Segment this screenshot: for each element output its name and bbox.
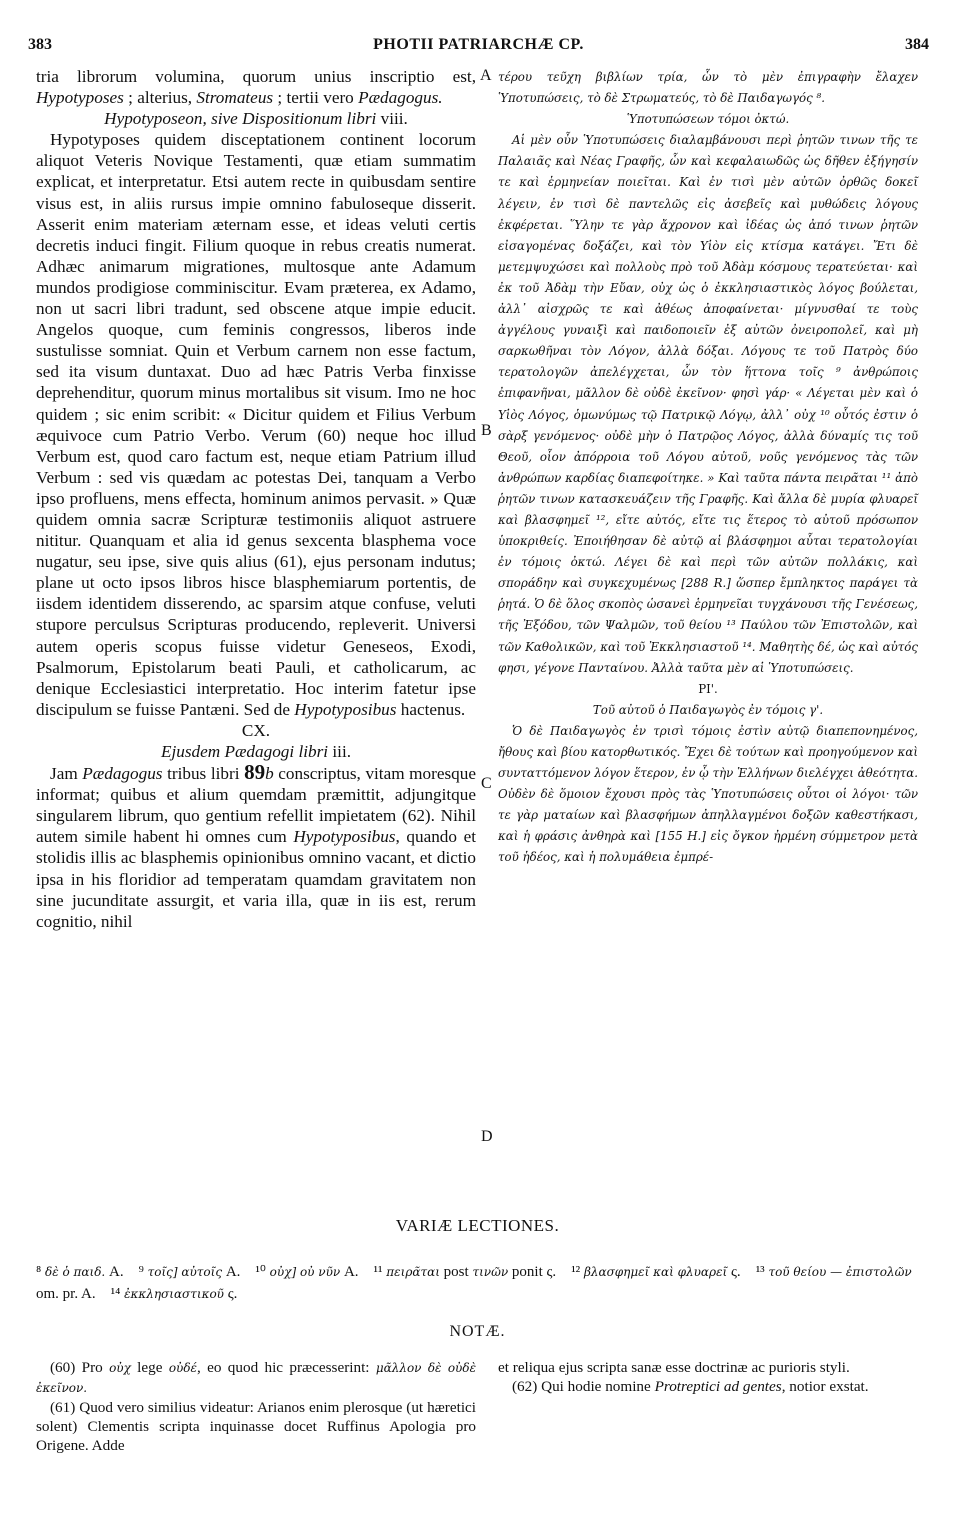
margin-marker-d: D [481,1128,493,1145]
latin-paedagogus-heading: Ejusdem Pædagogi libri iii. [160,742,352,761]
greek-intro: τέρου τεῦχη βιβλίων τρία, ὧν τὸ μὲν ἐπιγραφὴν ἔλαχεν Ὑποτυπώσεις, τὸ δὲ Στρωματεύς, τὸ δὲ Παιδαγωγός ⁸. [498,70,918,106]
latin-section-number: CX. [241,720,271,740]
greek-column [498,67,918,869]
notae-heading: NOTÆ. [449,1323,506,1340]
margin-marker-b: B [481,422,492,439]
latin-paedagogus-paragraph: Jam Pædagogus tribus libri 89b conscriptus, vitam moresque informat; quibus et alium quemdam præmittit, adjungitque singularem librum, quo gentium refellit impietatem (62). Nihil autem simile habent hi omnes cum Hypotyposibus, quando et stolidis illis ac blasphemis opinionibus omnino vacant, et dictio ipsa in his floridior ad temperatam quamdam gravitatem non sine jucunditate assurgit, et varia illa, quæ in iis est, rerum cognitio, nihil [36,760,476,931]
page-number-right: 384 [905,36,929,53]
note-61-continued: et reliqua ejus scripta sanæ esse doctrinæ ac purioris styli. [498,1359,850,1376]
note-60: (60) Pro οὐχ lege οὐδέ, eo quod hic præcesserint: μᾶλλον δὲ οὐδὲ ἐκεῖνον. [36,1359,477,1395]
margin-marker-a: A [480,67,492,84]
latin-hypotyposes-heading: Hypotyposeon, sive Dispositionum libri viii. [104,109,408,129]
latin-intro: tria librorum volumina, quorum unius inscriptio est, Hypotyposes ; alterius, Stromateus ; tertii vero Pædagogus. [36,67,476,108]
page-number-left: 383 [28,36,52,53]
folio-marker: 89 [244,760,266,785]
latin-column [36,66,476,932]
notes-left [36,1358,476,1455]
variae-lectiones-heading: VARIÆ LECTIONES. [395,1216,560,1235]
note-61: (61) Quod vero similius videatur: Arianos enim plerosque (ut hæretici solent) Clementis scripta inquinasse docet Ruffinus Apologia pro Origene. Adde [36,1399,476,1454]
running-header [28,36,929,58]
running-title: PHOTII PATRIARCHÆ CP. [373,36,584,53]
greek-paedagogus-heading: Τοῦ αὐτοῦ ὁ Παιδαγωγὸς ἐν τόμοις γ'. [592,702,824,717]
greek-hypotyposes-heading: Ὑποτυπώσεων τόμοι ὀκτώ. [626,112,790,127]
greek-section-number: ΡΙ'. [698,681,718,696]
note-62: (62) Qui hodie nomine Protreptici ad gentes, notior exstat. [512,1378,869,1395]
margin-marker-c: C [481,775,492,792]
greek-hypotyposes-paragraph: Αἱ μὲν οὖν Ὑποτυπώσεις διαλαμβάνουσι περὶ ῥητῶν τινων τῆς τε Παλαιᾶς καὶ Νέας Γραφῆς, ὧν καὶ κεφαλαιωδῶς ὡς δῆθεν ἐξήγησίν τε καὶ ἑρμηνείαν ποιεῖται. Καὶ ἐν τισὶ μὲν αὐτῶν ὀρθῶς δοκεῖ λέγειν, ἐν τισὶ δὲ παντελῶς εἰς ἀσεβεῖς καὶ μυθώδεις λόγους ἐκφέρεται. Ὕλην τε γὰρ ἄχρονον καὶ ἰδέας ὡς ἀπό τινων ῥητῶν εἰσαγομένας δοξάζει, καὶ τὸν Υἱὸν εἰς κτίσμα κατάγει. Ἔτι δὲ μετεμψυχώσει καὶ πολλοὺς πρὸ τοῦ Ἀδὰμ κόσμους τερατεύεται· καὶ ἐκ τοῦ Ἀδὰμ τὴν Εὔαν, οὐχ ὡς ὁ ἐκκλησιαστικὸς λόγος βούλεται, ἀλλ᾽ αἰσχρῶς τε καὶ ἀθέως ἀποφαίνεται· μίγνυσθαί τε τοὺς ἀγγέλους γυναιξὶ καὶ παιδοποιεῖν ἐξ αὐτῶν ὀνειροπολεῖ, καὶ μὴ σαρκωθῆναι τὸν Λόγον, ἀλλὰ δόξαι. Λόγους τε τοῦ Πατρὸς δύο τερατολογῶν ἀπελέγχεται, ὧν τὸν ἥττονα τοῖς ⁹ ἀνθρώποις ἐπιφανῆναι, μᾶλλον δὲ οὐδὲ ἐκεῖνον· φησὶ γάρ· « Λέγεται μὲν καὶ ὁ Υἱὸς Λόγος, ὁμωνύμως τῷ Πατρικῷ Λόγῳ, ἀλλ᾽ οὐχ ¹⁰ οὗτός ἐστιν ὁ σὰρξ γενόμενος· οὐδὲ μὴν ὁ Πατρῷος Λόγος, ἀλλὰ δύναμίς τις τοῦ Θεοῦ, οἷον ἀπόρροια τοῦ Λόγου αὐτοῦ, νοῦς γενόμενος τὰς τῶν ἀνθρώπων καρδίας διαπεφοίτηκε. » Καὶ ταῦτα πάντα πειρᾶται ¹¹ ἀπὸ ῥητῶν τινων κατασκευάζειν τῆς Γραφῆς. Καὶ ἄλλα δὲ μυρία φλυαρεῖ καὶ βλασφημεῖ ¹², εἴτε αὐτός, εἴτε τις ἕτερος τὸ αὐτοῦ πρόσωπον ὑποκριθείς. Ἐποιήθησαν δὲ αὐτῷ αἱ βλάσφημοι αὗται τερατολογίαι ἐν τόμοις ὀκτώ. Λέγει δὲ καὶ περὶ τῶν αὐτῶν πολλάκις, καὶ σποράδην καὶ συγκεχυμένως [288 R.] ὥσπερ ἔμπληκτος παράγει τὰ ῥητά. Ὁ δὲ ὅλος σκοπὸς ὡσανεὶ ἑρμηνεῖαι τυγχάνουσι τῆς Γενέσεως, τῆς Ἐξόδου, τῶν Ψαλμῶν, τοῦ θείου ¹³ Παύλου τῶν Ἐπιστολῶν, καὶ τῶν Καθολικῶν, καὶ τοῦ Ἐκκλησιαστοῦ ¹⁴. Μαθητὴς δέ, ὡς καὶ αὐτός φησι, γέγονε Πανταίνου. Ἀλλὰ ταῦτα μὲν αἱ Ὑποτυπώσεις. [498,133,918,675]
variae-lectiones: ⁸ δὲ ὁ παιδ. A. ⁹ τοῖς] αὐτοῖς A. ¹⁰ οὐχ] οὐ νῦν A. ¹¹ πειρᾶται post τινῶν ponit ς. ¹² βλασφημεῖ καὶ φλυαρεῖ ς. ¹³ τοῦ θείου — ἐπιστολῶν om. pr. A. ¹⁴ ἐκκλησιαστικοῦ ς. [36,1264,912,1302]
greek-paedagogus-paragraph: Ὁ δὲ Παιδαγωγὸς ἐν τρισὶ τόμοις ἐστὶν αὐτῷ διαπεπονημένος, ἤθους καὶ βίου κατορθωτικός. Ἔχει δὲ τούτων καὶ προηγούμενον καὶ συνταττόμενον λόγον ἕτερον, ἐν ᾧ τὴν Ἑλλήνων διελέγχει ἀθεότητα. Οὐδὲν δὲ ὅμοιον ἔχουσι πρὸς τὰς Ὑποτυπώσεις οὗτοι οἱ λόγοι· τῶν τε γὰρ ματαίων καὶ βλασφήμων ἀπηλλαγμένοι δοξῶν καθεστήκασι, καὶ ἡ φράσις ἀνθηρὰ καὶ [155 H.] εἰς ὄγκον ἠρμένη σύμμετρον μετὰ τοῦ ἡδέος, καὶ ἡ πολυμάθεια ἐμπρέ- [498,723,918,865]
latin-hypotyposes-paragraph: Hypotyposes quidem disceptationem continent locorum aliquot Veteris Novique Testamenti, quæ etiam summatim explicat, et interpretatur. Etsi autem recte in quibusdam sentire visus est, in aliis rursus impie omnino fabuloseque disserit. Asserit enim materiam æternam esse, et ideas veluti certis decretis induci fingit. Filium quoque in rebus creatis numerat. Adhæc animarum migrationes, multosque ante Adamum mundos prodigiose comminiscitur. Evam præterea, ex Adamo, non ut sacri libri tradunt, sed obscene atque impie educit. Angelos quoque, cum feminis congressos, liberos inde sustulisse somniat. Quin et Verbum carnem non esse factum, sed ita visum duntaxat. Duo ad hæc Patris Verba finxisse deprehenditur, quorum minus mortalibus sit visum. Imo ne hoc quidem ; sic enim scribit: « Dicitur quidem et Filius Verbum æquivoce cum Patrio Verbo. Verum (60) neque hoc illud Verbum est, quod caro factum est, neque etiam Patrium illud Verbum : sed vis quædam ac potestas Dei, tanquam a Verbo ipso profluens, mens effecta, hominum animos pervasit. » Quæ quidem omnia sacræ Scripturæ testimoniis aliquot astruere nititur. Quanquam et alia id genus sexcenta blasphema voce nugatur, seu ipse, sive quis alius (61), ejus personam indutus; plane ut octo ipsos libros hisce blasphemiarum portentis, de iisdem identidem disserendo, ac sparsim atque confuse, veluti stupore perculsus Scripturas producendo, repleverit. Universi autem operis scopus fuisse videtur Geneseos, Exodi, Psalmorum, Epistolarum beati Pauli, et catholicarum, ac denique Ecclesiastici interpretatio. Hoc interim fatetur ipse discipulum se fuisse Pantæni. Sed de Hypotyposibus hactenus. [36,130,476,719]
notes-right [498,1358,918,1396]
